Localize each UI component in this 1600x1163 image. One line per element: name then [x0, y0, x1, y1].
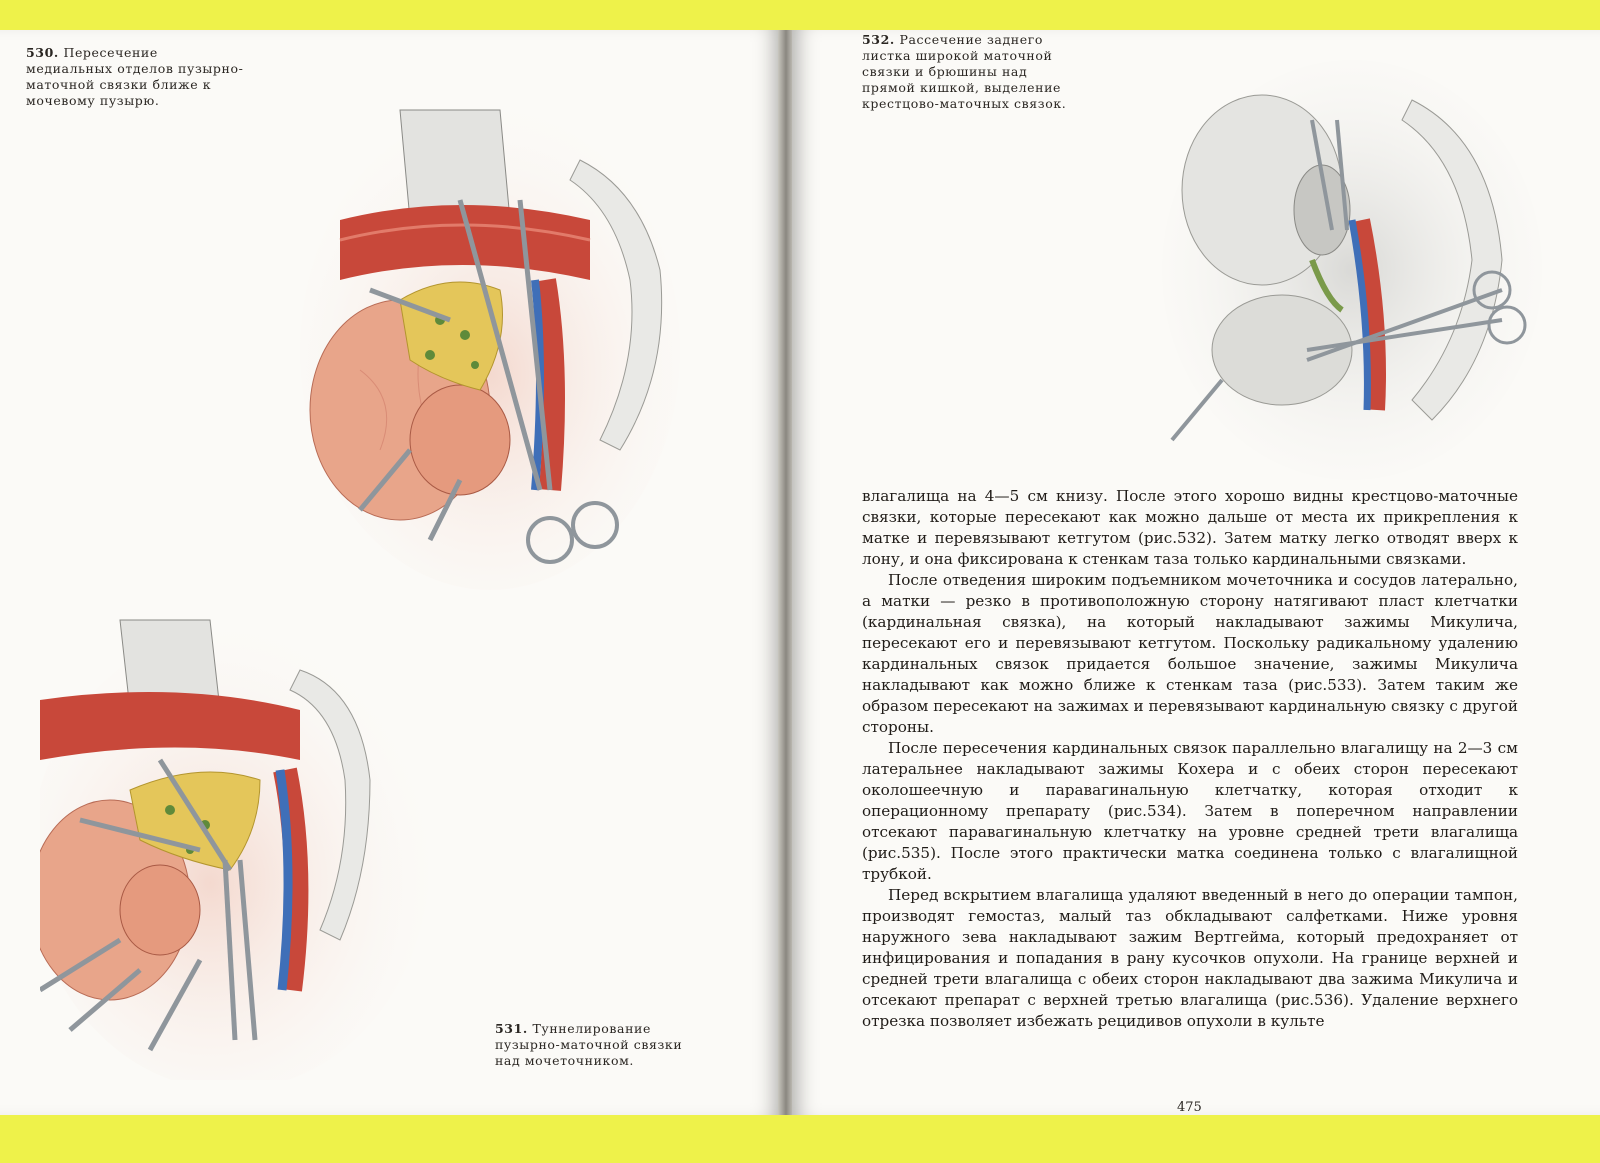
right-page	[792, 30, 1600, 1115]
paragraph-1: влагалища на 4—5 см книзу. После этого хорошо видны крестцово-маточные связки, которые пересекают как можно дальше от места их прикрепления к матке и перевязывают кетгутом (рис.532). Затем матку легко отводят вверх к лону, и она фиксирована к стенкам таза только кардинальными связками.	[862, 487, 1518, 568]
scan-top-band	[0, 0, 1600, 30]
figure-531-caption	[495, 1021, 705, 1069]
figure-532-number: 532.	[862, 32, 895, 47]
body-text	[862, 486, 1518, 1032]
page-number: 475	[1177, 1100, 1202, 1115]
paragraph-3: После пересечения кардинальных связок параллельно влагалищу на 2—3 см латеральнее накладывают зажимы Кохера и с обеих сторон пересекают околошеечную и паравагинальную клетчатку, которая отходит к операционному препарату (рис.534). Затем в поперечном направлении отсекают паравагинальную клетчатку на уровне средней трети влагалища (рис.535). После этого практически матка соединена только с влагалищной трубкой.	[862, 739, 1518, 883]
figure-530-illustration	[300, 70, 700, 600]
paragraph-4: Перед вскрытием влагалища удаляют введенный в него до операции тампон, производят гемостаз, малый таз обкладывают салфетками. Ниже уровня наружного зева накладывают зажим Вертгейма, который предохраняет от инфицирования и попадания в рану кусочков опухоли. На границе верхней и средней трети влагалища с обеих сторон накладывают два зажима Микулича и отсекают препарат с верхней третью влагалища (рис.536). Удаление верхнего отрезка позволяет избежать рецидивов опухоли в культе	[862, 886, 1518, 1030]
paragraph-2: После отведения широким подъемником мочеточника и сосудов латерально, а матки — резко в противоположную сторону натягивают пласт клетчатки (кардинальная связка), на который накладывают зажимы Микулича, пересекают его и перевязывают кетгутом. Поскольку радикальному удалению кардинальных связок придается большое значение, зажимы Микулича накладывают как можно ближе к стенкам таза (рис.533). Затем таким же образом пересекают на зажимах и перевязывают кардинальную связку с другой стороны.	[862, 571, 1518, 736]
figure-532-text: Рассечение заднего листка широкой маточной связки и брюшины над прямой кишкой, выделение крестцово-маточных связок.	[862, 32, 1067, 111]
scan-bottom-band	[0, 1115, 1600, 1163]
figure-531-number: 531.	[495, 1021, 528, 1036]
figure-531-illustration	[40, 610, 440, 1080]
figure-532-caption	[862, 32, 1072, 112]
figure-530-text: Пересечение медиальных отделов пузырно-маточной связки ближе к мочевому пузырю.	[26, 45, 244, 108]
figure-531-text: Туннелирование пузырно-маточной связки над мочеточником.	[495, 1021, 683, 1068]
figure-530-number: 530.	[26, 45, 59, 60]
left-page	[0, 30, 780, 1115]
figure-530-caption	[26, 45, 246, 109]
figure-532-illustration	[1162, 60, 1542, 480]
